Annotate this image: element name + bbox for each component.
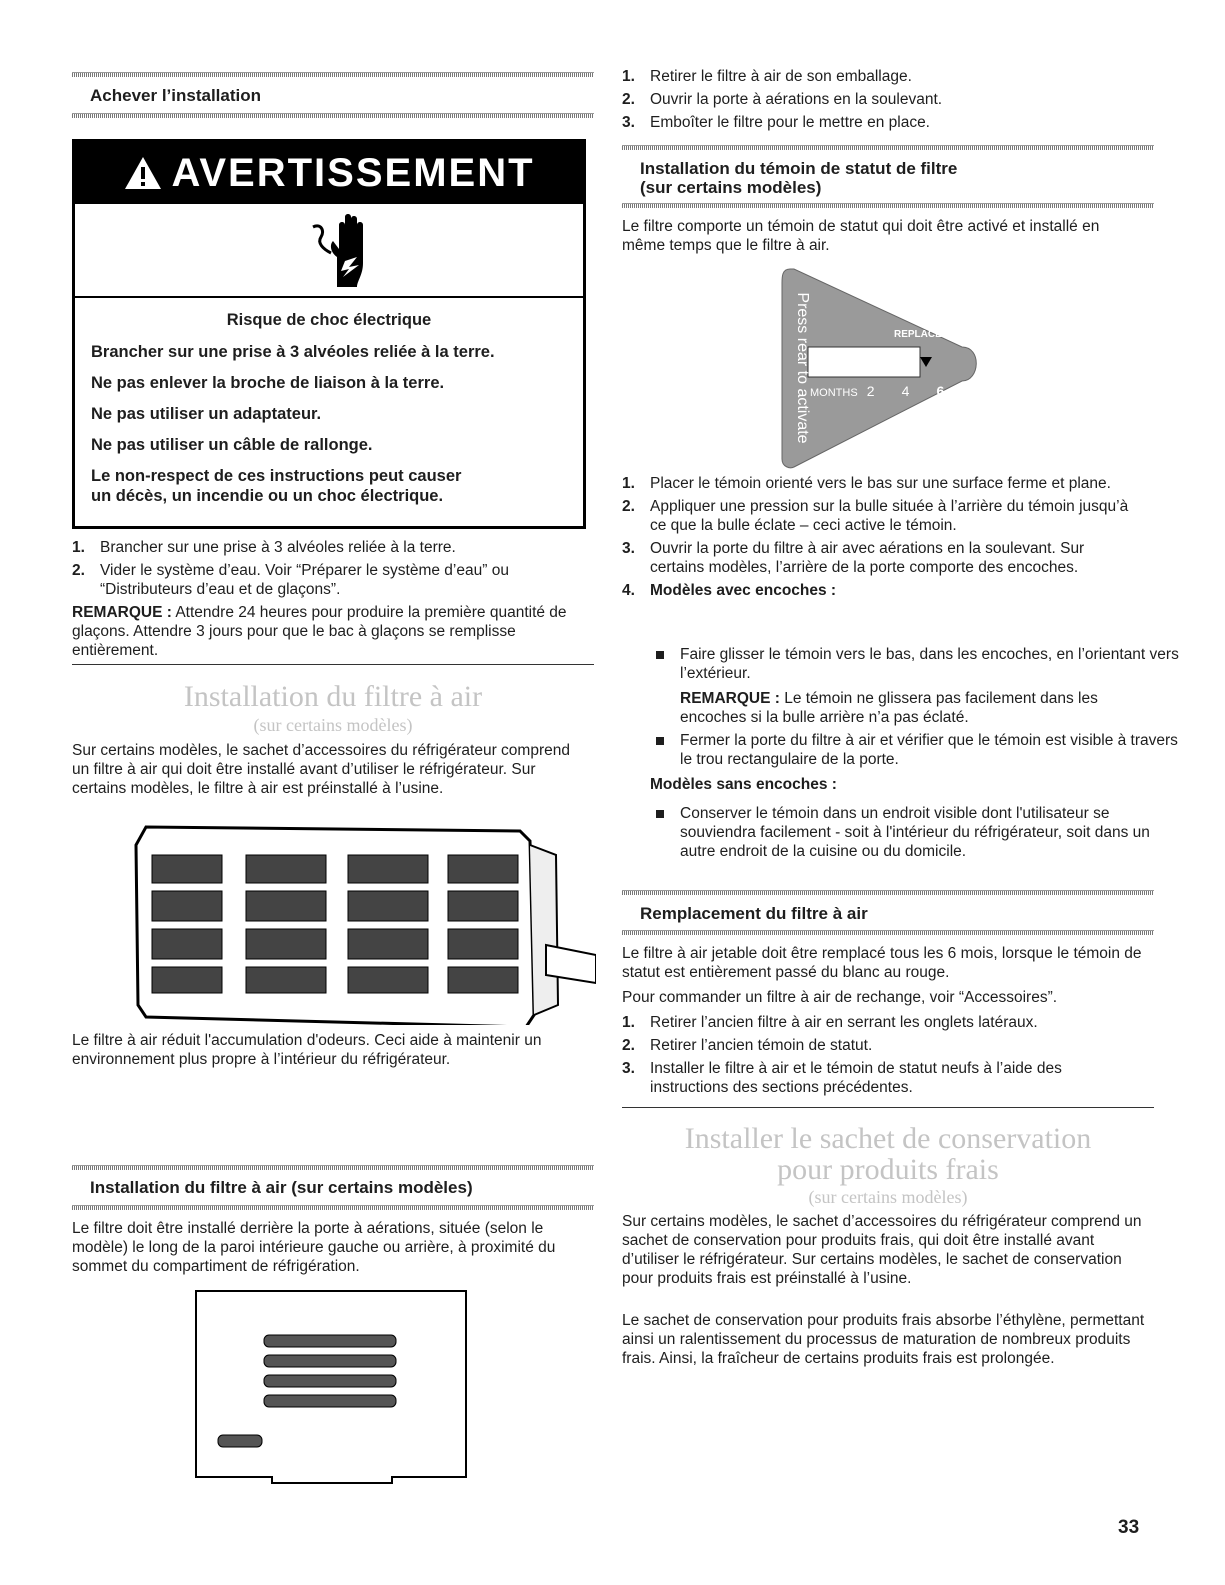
risk-title: Risque de choc électrique	[226, 311, 432, 329]
list-item: 1. Placer le témoin orienté vers le bas sur une surface ferme et plane.	[622, 475, 1111, 492]
warning-consequence: un décès, un incendie ou un choc électrique.	[91, 487, 444, 505]
page-number: 33	[1118, 1517, 1140, 1538]
list-item: 1. Brancher sur une prise à 3 alvéoles reliée à la terre.	[72, 539, 456, 556]
list-item: 1. Retirer le filtre à air de son emballage.	[622, 68, 912, 85]
electric-shock-hand-icon	[307, 209, 387, 291]
temoin-steps	[622, 474, 1142, 600]
divider	[622, 1107, 1154, 1108]
list-item: 3. Installer le filtre à air et le témoin de statut neufs à l’aide des instructions des sections précédentes.	[622, 1060, 1062, 1096]
status-indicator-illustration	[780, 263, 1000, 473]
section-rule	[622, 890, 1154, 895]
section-rule	[72, 113, 594, 118]
temoin-title: Installation du témoin de statut de filtre	[640, 159, 958, 178]
remarque-paragraph: REMARQUE : Le témoin ne glissera pas facilement dans les encoches si la bulle arrière n’a pas éclaté.	[680, 690, 1098, 726]
remplacement-steps	[622, 1013, 1142, 1097]
warning-consequence: Le non-respect de ces instructions peut causer	[91, 467, 462, 485]
section-rule	[622, 930, 1154, 935]
warning-line: Ne pas utiliser un adaptateur.	[91, 405, 322, 423]
bullet-item: Fermer la porte du filtre à air et vérifier que le témoin est visible à travers le trou rectangulaire de la porte.	[650, 731, 1180, 769]
remarque-paragraph: REMARQUE : Attendre 24 heures pour produire la première quantité de glaçons. Attendre 3 jours pour que le bac à glaçons se remplisse entièrement.	[72, 604, 567, 659]
warning-title: AVERTISSEMENT	[171, 150, 535, 195]
list-item: 2. Vider le système d’eau. Voir “Préparer le système d’eau” ou “Distributeurs d’eau et de glaçons”.	[72, 562, 509, 598]
accessoires-paragraph: Pour commander un filtre à air de rechange, voir “Accessoires”.	[622, 989, 1058, 1006]
temoin-subtitle: (sur certains modèles)	[640, 178, 822, 197]
sachet-paragraph-2: Le sachet de conservation pour produits frais absorbe l’éthylène, permettant ainsi un ralentissement du processus de maturation de nombreux produits frais. Ainsi, la fraîcheur de certains produits frais est prolongée.	[622, 1312, 1145, 1367]
temoin-paragraph: Le filtre comporte un témoin de statut qui doit être activé et installé en même temps que le filtre à air.	[622, 218, 1100, 254]
sachet-paragraph: Sur certains modèles, le sachet d’accessoires du réfrigérateur comprend un sachet de conservation pour produits frais, qui doit être installé avant d’utiliser le réfrigérateur. Sur certains modèles, le sachet de conservation pour produits frais est préinstallé à l’usine.	[622, 1213, 1142, 1287]
press-rear-label: Press rear to activate	[794, 292, 811, 444]
odeurs-paragraph: Le filtre à air réduit l'accumulation d'odeurs. Ceci aide à maintenir un environnement plus propre à l’intérieur du réfrigérateur.	[72, 1032, 542, 1068]
section-rule	[72, 1165, 594, 1170]
remplacement-paragraph: Le filtre à air jetable doit être remplacé tous les 6 mois, lorsque le témoin de statut est entièrement passé du blanc au rouge.	[622, 945, 1142, 981]
filter-steps	[622, 67, 1154, 132]
warning-header	[75, 142, 583, 204]
section-subtitle: (sur certains modèles)	[253, 715, 413, 735]
months-label: MONTHS 2 4 6	[810, 383, 945, 399]
install-title: Installation du filtre à air (sur certains modèles)	[90, 1178, 473, 1197]
sans-encoches-title: Modèles sans encoches :	[650, 776, 837, 793]
list-item: 3. Emboîter le filtre pour le mettre en place.	[622, 114, 930, 131]
section-rule	[72, 1205, 594, 1210]
list-item: 4. Modèles avec encoches :	[622, 582, 837, 599]
sachet-subtitle: (sur certains modèles)	[808, 1187, 968, 1207]
sachet-title-line2: pour produits frais	[777, 1153, 999, 1186]
list-item: 1. Retirer l’ancien filtre à air en serrant les onglets latéraux.	[622, 1014, 1038, 1031]
replace-label: REPLACE	[894, 329, 942, 340]
remplacement-title: Remplacement du filtre à air	[640, 904, 868, 923]
completion-steps	[72, 538, 572, 599]
install-paragraph: Le filtre doit être installé derrière la porte à aérations, située (selon le modèle) le long de la paroi intérieure gauche ou arrière, à proximité du sommet du compartiment de réfrigération.	[72, 1220, 556, 1275]
divider	[72, 664, 594, 665]
list-item: 2. Appliquer une pression sur la bulle située à l’arrière du témoin jusqu’à ce que la bulle éclate – ceci active le témoin.	[622, 498, 1129, 534]
section-rule	[622, 203, 1154, 208]
warning-line: Brancher sur une prise à 3 alvéoles reliée à la terre.	[91, 343, 495, 361]
list-item: 2. Ouvrir la porte à aérations en la soulevant.	[622, 91, 943, 108]
air-filter-illustration	[126, 815, 596, 1025]
section-rule	[622, 145, 1154, 150]
section-rule	[72, 72, 594, 77]
section-title: Installation du filtre à air	[183, 680, 483, 713]
warning-line: Ne pas enlever la broche de liaison à la terre.	[91, 374, 445, 392]
list-item: 3. Ouvrir la porte du filtre à air avec aérations en la soulevant. Sur certains modèles, l’arrière de la porte comporte des encoches.	[622, 540, 1085, 576]
bullet-item: Conserver le témoin dans un endroit visible dont l'utilisateur se souviendra facilement - soit à l'intérieur du réfrigérateur, soit dans un autre endroit de la cuisine ou du domicile.	[650, 804, 1180, 861]
achever-title: Achever l’installation	[90, 86, 261, 105]
vent-door-illustration	[192, 1287, 472, 1487]
bullet-item: Faire glisser le témoin vers le bas, dans les encoches, en l’orientant vers l’extérieur.	[650, 645, 1180, 683]
list-item: 2. Retirer l’ancien témoin de statut.	[622, 1037, 873, 1054]
intro-paragraph: Sur certains modèles, le sachet d’accessoires du réfrigérateur comprend un filtre à air qui doit être installé avant d’utiliser le réfrigérateur. Sur certains modèles, le filtre à air est préinstallé à l’usine.	[72, 742, 570, 797]
warning-line: Ne pas utiliser un câble de rallonge.	[91, 436, 373, 454]
warning-box	[72, 139, 586, 529]
shock-icon-area	[75, 204, 583, 298]
sachet-title: Installer le sachet de conservation	[684, 1122, 1092, 1155]
warning-triangle-icon	[123, 155, 163, 191]
